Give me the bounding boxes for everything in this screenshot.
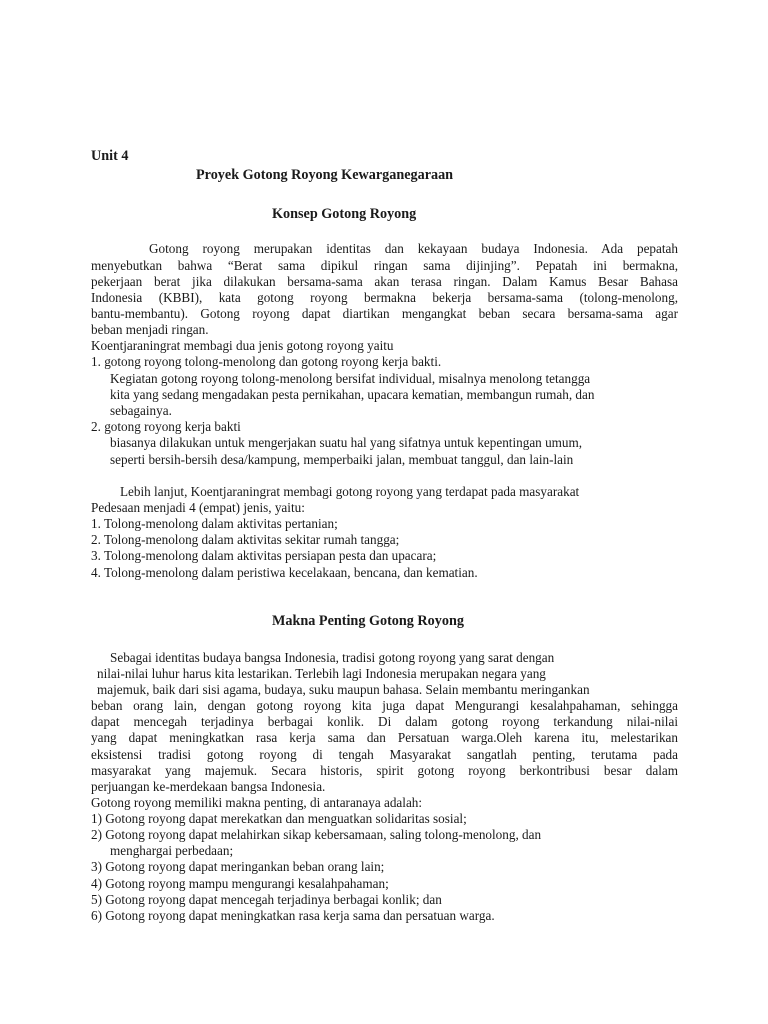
paragraph-line: pekerjaan berat jika dilakukan bersama-sama akan terasa ringan. Dalam Kamus Besar Bahasa [91,274,678,289]
paragraph-line: Koentjaraningrat membagi dua jenis gotong royong yaitu [91,338,394,353]
paragraph-line: menyebutkan bahwa “Berat sama dipikul ringan sama dijinjing”. Pepatah ini bermakna, [91,258,678,273]
paragraph-line: beban orang lain, dengan gotong royong kita juga dapat Mengurangi kesalahpahaman, sehingga [91,698,678,713]
page-title: Proyek Gotong Royong Kewarganegaraan [196,167,454,183]
list-item: 1) Gotong royong dapat merekatkan dan menguatkan solidaritas sosial; [91,811,467,826]
paragraph-line: Gotong royong memiliki makna penting, di antaranaya adalah: [91,795,423,810]
list-item-text: biasanya dilakukan untuk mengerjakan suatu hal yang sifatnya untuk kepentingan umum, [110,435,583,450]
paragraph-line: yang dapat meningkatkan rasa kerja sama dan Persatuan warga.Oleh karena itu, melestarikan [91,730,678,745]
list-item: 3. Tolong-menolong dalam aktivitas persiapan pesta dan upacara; [91,548,437,563]
list-item: 4. Tolong-menolong dalam peristiwa kecelakaan, bencana, dan kematian. [91,565,478,580]
paragraph-line: eksistensi tradisi gotong royong di tengah Masyarakat sangatlah penting, terutama pada [91,747,678,762]
list-item-text: Kegiatan gotong royong tolong-menolong bersifat individual, misalnya menolong tetangga [110,371,591,386]
list-item: 3) Gotong royong dapat meringankan beban orang lain; [91,859,385,874]
list-item: 1. gotong royong tolong-menolong dan gotong royong kerja bakti. [91,354,442,369]
paragraph-line: bantu-membantu). Gotong royong dapat diartikan mengangkat beban secara bersama-sama agar [91,306,678,321]
list-item-text: kita yang sedang mengadakan pesta pernikahan, upacara kematian, membangun rumah, dan [110,387,595,402]
unit-label: Unit 4 [91,148,129,164]
paragraph-line: Lebih lanjut, Koentjaraningrat membagi gotong royong yang terdapat pada masyarakat [120,484,580,499]
list-item: 2) Gotong royong dapat melahirkan sikap kebersamaan, saling tolong-menolong, dan [91,827,542,842]
paragraph-line: perjuangan ke-merdekaan bangsa Indonesia. [91,779,326,794]
section1-heading: Konsep Gotong Royong [272,206,417,222]
list-item: 2. Tolong-menolong dalam aktivitas sekitar rumah tangga; [91,532,400,547]
paragraph-line: nilai-nilai luhur harus kita lestarikan. Terlebih lagi Indonesia merupakan negara yang [97,666,546,681]
list-item: 5) Gotong royong dapat mencegah terjadinya berbagai konlik; dan [91,892,442,907]
paragraph-line: Gotong royong merupakan identitas dan kekayaan budaya Indonesia. Ada pepatah [149,241,678,256]
list-item: 1. Tolong-menolong dalam aktivitas pertanian; [91,516,338,531]
list-item-text: sebagainya. [110,403,172,418]
paragraph-line: Pedesaan menjadi 4 (empat) jenis, yaitu: [91,500,305,515]
paragraph-line: Sebagai identitas budaya bangsa Indonesia, tradisi gotong royong yang sarat dengan [110,650,555,665]
list-item: 4) Gotong royong mampu mengurangi kesalahpahaman; [91,876,389,891]
list-item: 6) Gotong royong dapat meningkatkan rasa kerja sama dan persatuan warga. [91,908,495,923]
paragraph-line: Indonesia (KBBI), kata gotong royong bermakna bekerja bersama-sama (tolong-menolong, [91,290,678,305]
list-item-text: seperti bersih-bersih desa/kampung, memperbaiki jalan, membuat tanggul, dan lain-lain [110,452,574,467]
section2-heading: Makna Penting Gotong Royong [272,613,464,629]
list-item: 2. gotong royong kerja bakti [91,419,241,434]
paragraph-line: beban menjadi ringan. [91,322,209,337]
paragraph-line: masyarakat yang majemuk. Secara historis, spirit gotong royong berkontribusi besar dalam [91,763,678,778]
paragraph-line: dapat mencegah terjadinya berbagai konlik. Di dalam gotong royong terkandung nilai-nilai [91,714,678,729]
paragraph-line: majemuk, baik dari sisi agama, budaya, suku maupun bahasa. Selain membantu meringankan [97,682,590,697]
list-item-text: menghargai perbedaan; [110,843,234,858]
